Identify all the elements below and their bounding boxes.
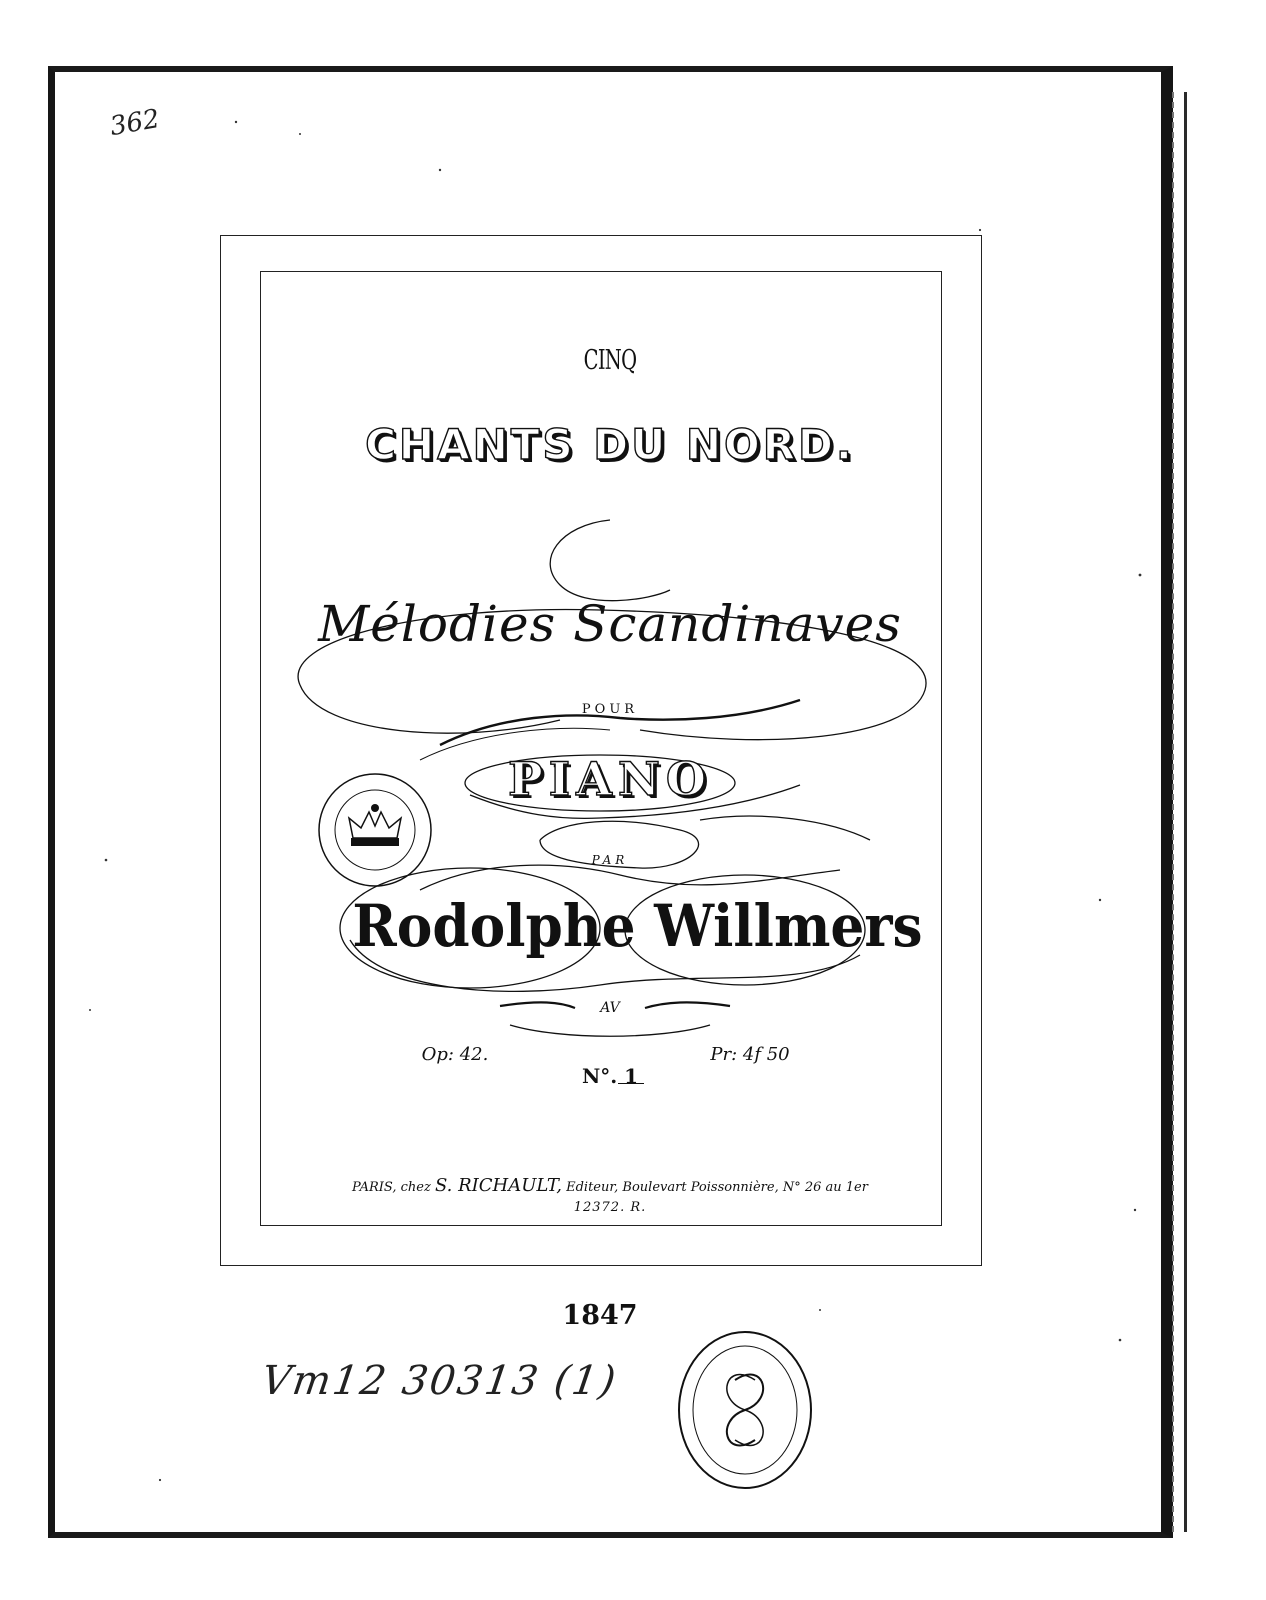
volume-number: N°. 1 <box>581 1064 639 1088</box>
number-underline <box>618 1083 644 1084</box>
page-edge <box>1172 92 1187 1532</box>
av-label: AV <box>600 1000 620 1016</box>
title: CHANTS DU NORD. <box>365 420 855 469</box>
publisher-line <box>300 1175 920 1196</box>
pour-label: POUR <box>581 702 639 717</box>
instrument: PIANO <box>508 752 712 806</box>
publisher-name: S. RICHAULT, <box>434 1175 562 1196</box>
publisher-prefix: PARIS, chez <box>352 1180 431 1195</box>
publisher-address: Editeur, Boulevart Poissonnière, N° 26 au 1er <box>566 1180 868 1195</box>
handwritten-call-number: Vm12 30313 (1) <box>258 1358 621 1404</box>
composer-name: Rodolphe Willmers <box>352 892 923 960</box>
subtitle: Mélodies Scandinaves <box>318 595 902 653</box>
plate-number: 12372. R. <box>573 1200 647 1215</box>
handwritten-page-number: 362 <box>107 103 162 143</box>
opus-number: Op: 42. <box>421 1044 489 1065</box>
price: Pr: 4f 50 <box>710 1044 790 1065</box>
cinq-heading: CINQ <box>583 345 637 376</box>
par-label: PAR <box>591 853 629 867</box>
year: 1847 <box>562 1300 638 1331</box>
